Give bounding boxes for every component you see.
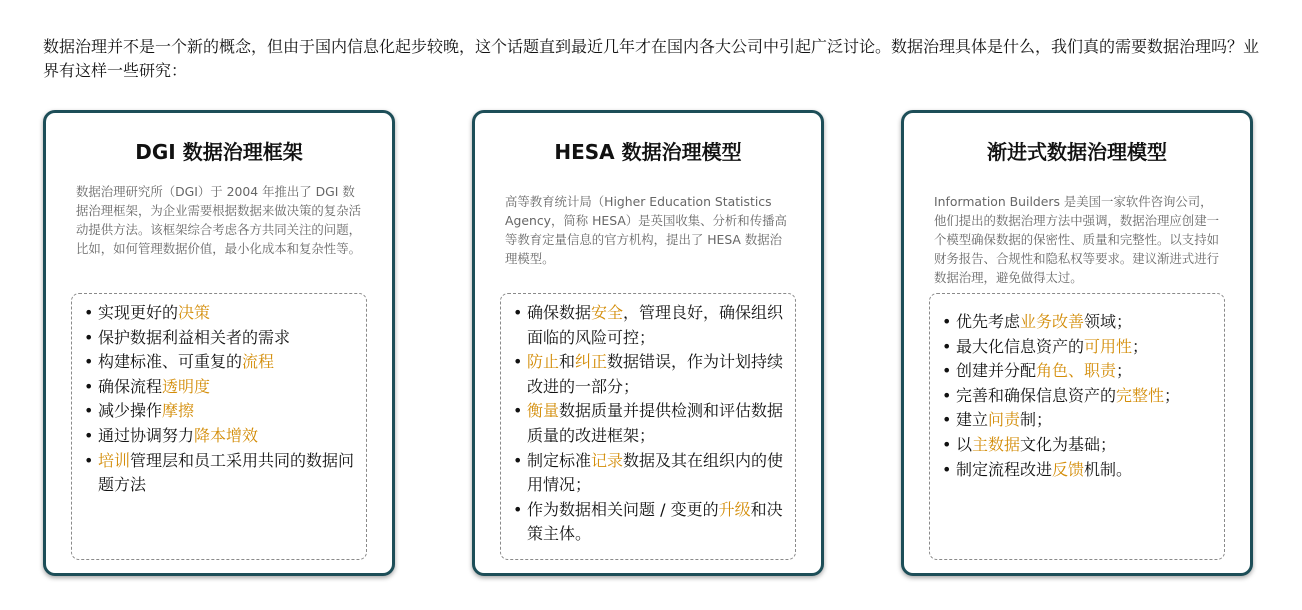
- highlight-text: 决策: [178, 303, 211, 322]
- highlight-text: 主数据: [972, 434, 1021, 454]
- highlight-text: 培训: [98, 450, 131, 470]
- card-goals-box: [71, 293, 367, 560]
- item-text: 最大化信息资产的: [956, 336, 1085, 356]
- highlight-text: 可用性: [1084, 336, 1133, 356]
- card-description: 高等教育统计局（Higher Education Statistics Agency，简称 HESA）是英国收集、分析和传播高等教育定量信息的官方机构，提出了 HESA 数据治理模型。: [505, 194, 787, 266]
- item-text: 保护数据利益相关者的需求: [98, 327, 291, 347]
- item-text: 和: [559, 352, 576, 372]
- goals-list: [511, 301, 785, 547]
- highlight-text: 摩擦: [162, 401, 195, 421]
- item-text: 以: [956, 434, 973, 454]
- item-text: 制定流程改进: [956, 459, 1053, 479]
- item-text: 确保流程: [98, 376, 163, 396]
- intro-paragraph: 数据治理并不是一个新的概念，但由于国内信息化起步较晚，这个话题直到最近几年才在国内各大公司中引起广泛讨论。数据治理具体是什么，我们真的需要数据治理吗？业界有这样一些研究：: [43, 37, 1260, 80]
- list-item: [511, 498, 785, 547]
- goals-list: [82, 301, 356, 498]
- item-text: 制定标准: [527, 450, 592, 470]
- list-item: [82, 399, 356, 424]
- item-text: 文化为基础；: [1020, 434, 1117, 454]
- item-text: 机制。: [1084, 459, 1133, 479]
- item-text: 作为数据相关问题 / 变更的: [527, 499, 719, 519]
- item-text: 优先考虑: [956, 312, 1021, 331]
- list-item: [82, 326, 356, 351]
- card-goals-box: [500, 293, 796, 560]
- highlight-text: 业务改善: [1020, 312, 1085, 331]
- list-item: [511, 350, 785, 399]
- item-text: 减少操作: [98, 401, 163, 421]
- highlight-text: 角色、职责: [1036, 361, 1117, 381]
- item-text: 数据及其在组织内的使用情况；: [527, 450, 784, 495]
- highlight-text: 安全: [591, 303, 624, 322]
- list-item: [82, 424, 356, 449]
- list-item: [511, 449, 785, 498]
- item-text: 和决策主体。: [527, 499, 783, 544]
- card-progressive-model: [901, 110, 1253, 576]
- item-text: 确保数据: [527, 303, 592, 322]
- item-text: ；: [1164, 385, 1181, 405]
- highlight-text: 完整性: [1116, 385, 1165, 405]
- card-title: HESA 数据治理模型: [554, 140, 742, 164]
- highlight-text: 纠正: [575, 352, 608, 372]
- item-text: 领域；: [1084, 312, 1133, 331]
- item-text: ；: [1116, 361, 1133, 381]
- item-text: 构建标准、可重复的: [98, 352, 243, 372]
- card-title: DGI 数据治理框架: [135, 140, 303, 164]
- item-text: ；: [1132, 336, 1149, 356]
- list-item: [82, 350, 356, 375]
- list-item: [940, 335, 1214, 360]
- list-item: [940, 433, 1214, 458]
- item-text: 管理层和员工采用共同的数据问题方法: [98, 450, 355, 495]
- highlight-text: 降本增效: [194, 425, 259, 445]
- item-text: 数据错误，作为计划持续改进的一部分；: [527, 352, 784, 396]
- list-item: [940, 384, 1214, 409]
- card-title: 渐进式数据治理模型: [987, 140, 1167, 164]
- highlight-text: 衡量: [527, 401, 560, 421]
- card-goals-box: [929, 293, 1225, 560]
- item-text: 实现更好的: [98, 303, 179, 322]
- card-description: Information Builders 是美国一家软件咨询公司，他们提出的数据治理方法中强调，数据治理应创建一个模型确保数据的保密性、质量和完整性。以支持如财务报告、合规性和隐私权等要求。建议渐进式进行数据治理，避免做得太过。: [934, 194, 1219, 285]
- item-text: 通过协调努力: [98, 425, 195, 445]
- list-item: [82, 375, 356, 400]
- highlight-text: 反馈: [1052, 459, 1085, 479]
- list-item: [940, 458, 1214, 483]
- list-item: [511, 399, 785, 448]
- card-description: 数据治理研究所（DGI）于 2004 年推出了 DGI 数据治理框架，为企业需要根据数据来做决策的复杂活动提供方法。该框架综合考虑各方共同关注的问题，比如，如何管理数据价值，最小化成本和复杂性等。: [76, 184, 361, 256]
- highlight-text: 防止: [527, 352, 560, 372]
- list-item: [940, 359, 1214, 384]
- list-item: [82, 301, 356, 326]
- item-text: 完善和确保信息资产的: [956, 385, 1117, 405]
- highlight-text: 透明度: [162, 376, 211, 396]
- card-hesa-model: [472, 110, 824, 576]
- list-item: [82, 449, 356, 498]
- item-text: 创建并分配: [956, 361, 1037, 381]
- list-item: [940, 408, 1214, 433]
- highlight-text: 流程: [242, 352, 275, 372]
- item-text: ，管理良好，确保组织面临的风险可控；: [527, 303, 784, 347]
- item-text: 建立: [956, 410, 989, 430]
- highlight-text: 记录: [591, 450, 624, 470]
- highlight-text: 问责: [988, 410, 1021, 430]
- goals-list: [940, 310, 1214, 482]
- item-text: 制；: [1020, 410, 1053, 430]
- list-item: [940, 310, 1214, 335]
- item-text: 数据质量并提供检测和评估数据质量的改进框架；: [527, 401, 784, 445]
- card-dgi-framework: [43, 110, 395, 576]
- highlight-text: 升级: [718, 499, 751, 519]
- list-item: [511, 301, 785, 350]
